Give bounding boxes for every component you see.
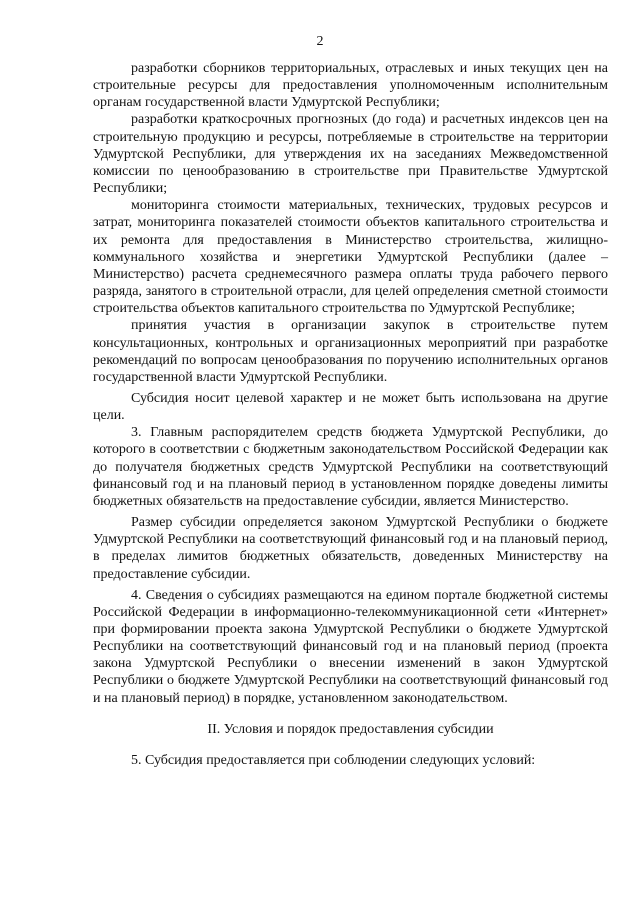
document-body (93, 60, 608, 769)
paragraph: 5. Субсидия предоставляется при соблюдении следующих условий: (131, 752, 536, 768)
paragraph: Субсидия носит целевой характер и не может быть использована на другие цели. (93, 390, 608, 424)
paragraph: мониторинга стоимости материальных, технических, трудовых ресурсов и затрат, мониторинга показателей стоимости объектов капитального строительства и их ремонта для предоставления в Министерство строительства, жилищно-коммунального хозяйства и энергетики Удмуртской Республики (далее – Министерство) расчета среднемесячного размера оплаты труда рабочего первого разряда, занятого в строительной отрасли, для целей определения сметной стоимости строительства объектов капитального строительства по Удмуртской Республике; (93, 198, 608, 317)
paragraph: Размер субсидии определяется законом Удмуртской Республики о бюджете Удмуртской Республики на соответствующий финансовый год и на плановый период, в пределах лимитов бюджетных обязательств, доведенных Министерству на предоставление субсидии. (93, 515, 608, 582)
paragraph: разработки сборников территориальных, отраслевых и иных текущих цен на строительные ресурсы для предоставления уполномоченным исполнительным органам государственной власти Удмуртской Республики; (93, 61, 608, 111)
paragraph: принятия участия в организации закупок в строительстве путем консультационных, контрольных и организационных мероприятий при разработке рекомендаций по вопросам ценообразования по поручению исполнительных органов государственной власти Удмуртской Республики. (93, 318, 608, 385)
page-number: 2 (316, 34, 324, 49)
paragraph: разработки краткосрочных прогнозных (до года) и расчетных индексов цен на строительную продукцию и ресурсы, потребляемые в строительстве на территории Удмуртской Республики, для утверждения их на заседаниях Межведомственной комиссии по ценообразованию в строительстве при Правительстве Удмуртской Республики; (93, 112, 608, 197)
paragraph: 3. Главным распорядителем средств бюджета Удмуртской Республики, до которого в соответствии с бюджетным законодательством Российской Федерации как до получателя бюджетных средств Удмуртской Республики на соответствующий финансовый год и на плановый период в установленном порядке доведены лимиты бюджетных обязательств на предоставление субсидии, является Министерство. (93, 425, 608, 509)
section-heading: II. Условия и порядок предоставления субсидии (207, 721, 494, 737)
paragraph: 4. Сведения о субсидиях размещаются на едином портале бюджетной системы Российской Федерации в информационно-телекоммуникационной сети «Интернет» при формировании проекта закона Удмуртской Республики о бюджете Удмуртской Республики на соответствующий финансовый год и на плановый период (проекта закона Удмуртской Республики о внесении изменений в закон Удмуртской Республики о бюджете Удмуртской Республики на соответствующий финансовый год и на плановый период) в порядке, установленном законодательством. (93, 587, 608, 706)
